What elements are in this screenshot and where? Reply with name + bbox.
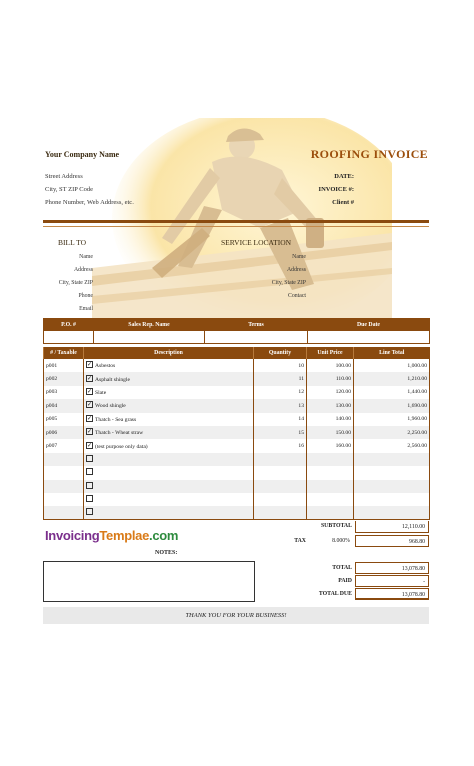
item-unit-price — [307, 493, 354, 506]
item-code: p005 — [44, 413, 84, 426]
item-code — [44, 453, 84, 466]
taxable-checkbox[interactable]: ✓ — [87, 415, 93, 422]
table-row — [44, 359, 430, 372]
taxable-checkbox[interactable] — [86, 455, 93, 462]
total-label: TOTAL — [332, 565, 352, 571]
company-street: Street Address — [45, 173, 83, 180]
taxable-checkbox[interactable]: ✓ — [87, 402, 93, 409]
taxable-checkbox[interactable]: ✓ — [87, 388, 93, 395]
notes-input[interactable] — [43, 561, 255, 602]
item-line-total — [354, 480, 430, 493]
taxable-checkbox[interactable]: ✓ — [87, 375, 93, 382]
po-number-header: P.O. # — [44, 319, 94, 331]
thank-you-message: THANK YOU FOR YOUR BUSINESS! — [43, 607, 429, 624]
line-total-header: Line Total — [354, 347, 430, 359]
invoice-number-label: INVOICE #: — [318, 186, 354, 193]
due-date-header: Due Date — [308, 319, 430, 331]
item-quantity: 14 — [254, 413, 307, 426]
subtotal-value: 12,110.00 — [355, 521, 429, 533]
item-code: p006 — [44, 426, 84, 439]
item-unit-price: 160.00 — [307, 439, 354, 452]
table-row — [44, 386, 430, 399]
total-value: 13,078.80 — [355, 562, 429, 574]
item-line-total — [354, 453, 430, 466]
item-quantity — [254, 506, 307, 519]
paid-value[interactable]: - — [355, 575, 429, 587]
item-line-total: 1,960.00 — [354, 413, 430, 426]
item-code: p001 — [44, 359, 84, 372]
taxable-checkbox[interactable] — [86, 495, 93, 502]
item-unit-price — [307, 466, 354, 479]
po-table — [43, 318, 430, 344]
service-contact-label: Contact — [287, 293, 306, 299]
table-row — [44, 372, 430, 385]
item-line-total — [354, 506, 430, 519]
bill-to-phone-label: Phone — [78, 293, 93, 299]
tax-value: 968.80 — [355, 535, 429, 547]
taxable-checkbox[interactable] — [86, 468, 93, 475]
item-code — [44, 493, 84, 506]
terms-cell[interactable] — [205, 331, 308, 344]
invoicing-template-logo: InvoicingTemplae.com — [45, 528, 179, 543]
item-quantity: 11 — [254, 372, 307, 385]
due-date-cell[interactable] — [308, 331, 430, 344]
items-table — [43, 347, 430, 520]
item-quantity: 13 — [254, 399, 307, 412]
po-number-cell[interactable] — [44, 331, 94, 344]
item-line-total: 1,440.00 — [354, 386, 430, 399]
item-line-total: 1,000.00 — [354, 359, 430, 372]
item-unit-price — [307, 480, 354, 493]
service-city-label: City, State ZIP — [271, 280, 306, 286]
paid-label: PAID — [338, 578, 352, 584]
item-code: p004 — [44, 399, 84, 412]
item-code — [44, 480, 84, 493]
bill-to-city-label: City, State ZIP — [58, 280, 93, 286]
item-description: Thatch - Sea grass — [95, 416, 137, 423]
item-code — [44, 466, 84, 479]
item-line-total: 2,560.00 — [354, 439, 430, 452]
header-divider-thin — [43, 226, 429, 227]
table-row — [44, 413, 430, 426]
item-unit-price: 120.00 — [307, 386, 354, 399]
item-code: p002 — [44, 372, 84, 385]
table-row — [44, 439, 430, 452]
item-description: Asbestos — [95, 362, 116, 369]
item-description: Thatch - Wheat straw — [95, 429, 144, 436]
item-line-total: 1,210.00 — [354, 372, 430, 385]
bill-to-heading: BILL TO — [58, 238, 86, 247]
table-row — [44, 480, 430, 493]
table-row — [44, 466, 430, 479]
item-code — [44, 506, 84, 519]
table-row — [44, 493, 430, 506]
table-row — [44, 399, 430, 412]
item-quantity — [254, 493, 307, 506]
header-divider — [43, 220, 429, 223]
notes-label: NOTES: — [155, 550, 178, 556]
service-address-label: Address — [287, 267, 306, 273]
item-line-total: 2,250.00 — [354, 426, 430, 439]
item-unit-price: 100.00 — [307, 359, 354, 372]
subtotal-label: SUBTOTAL — [320, 523, 352, 529]
invoice-title: ROOFING INVOICE — [310, 147, 428, 161]
company-contact: Phone Number, Web Address, etc. — [45, 199, 134, 206]
date-label: DATE: — [334, 173, 354, 180]
taxable-checkbox[interactable] — [86, 482, 93, 489]
client-number-label: Client # — [332, 199, 354, 206]
bill-to-name-label: Name — [79, 254, 93, 260]
description-header: Description — [84, 347, 254, 359]
taxable-checkbox[interactable]: ✓ — [87, 442, 93, 449]
item-line-total — [354, 466, 430, 479]
item-line-total: 1,690.00 — [354, 399, 430, 412]
item-description: Slate — [95, 389, 107, 396]
taxable-checkbox[interactable]: ✓ — [87, 429, 93, 436]
item-quantity: 15 — [254, 426, 307, 439]
item-unit-price: 140.00 — [307, 413, 354, 426]
item-description: Asphalt shingle — [95, 376, 130, 383]
item-unit-price: 130.00 — [307, 399, 354, 412]
service-name-label: Name — [292, 254, 306, 260]
sales-rep-cell[interactable] — [94, 331, 205, 344]
item-code: p003 — [44, 386, 84, 399]
item-description: Wood shingle — [95, 403, 126, 410]
item-quantity: 10 — [254, 359, 307, 372]
total-due-value: 13,078.80 — [355, 588, 429, 600]
item-quantity — [254, 453, 307, 466]
bill-to-email-label: Email — [79, 306, 93, 312]
taxable-checkbox[interactable]: ✓ — [87, 362, 93, 369]
company-city: City, ST ZIP Code — [45, 186, 93, 193]
table-row — [44, 506, 430, 519]
item-code: p007 — [44, 439, 84, 452]
terms-header: Terms — [205, 319, 308, 331]
item-unit-price — [307, 453, 354, 466]
item-quantity: 16 — [254, 439, 307, 452]
tax-rate-value[interactable]: 8.000% — [332, 538, 350, 544]
unit-price-header: Unit Price — [307, 347, 354, 359]
item-unit-price — [307, 506, 354, 519]
sales-rep-header: Sales Rep. Name — [94, 319, 205, 331]
taxable-header: # / Taxable — [44, 347, 84, 359]
item-unit-price: 150.00 — [307, 426, 354, 439]
total-due-label: TOTAL DUE — [318, 591, 352, 597]
item-quantity — [254, 480, 307, 493]
company-name: Your Company Name — [45, 150, 120, 159]
item-quantity — [254, 466, 307, 479]
tax-label: TAX — [294, 538, 306, 544]
bill-to-address-label: Address — [74, 267, 93, 273]
item-line-total — [354, 493, 430, 506]
service-location-heading: SERVICE LOCATION — [221, 238, 292, 247]
table-row — [44, 426, 430, 439]
table-row — [44, 453, 430, 466]
item-unit-price: 110.00 — [307, 372, 354, 385]
taxable-checkbox[interactable] — [86, 508, 93, 515]
item-quantity: 12 — [254, 386, 307, 399]
item-description: (test purpose only data) — [95, 443, 148, 450]
quantity-header: Quantity — [254, 347, 307, 359]
